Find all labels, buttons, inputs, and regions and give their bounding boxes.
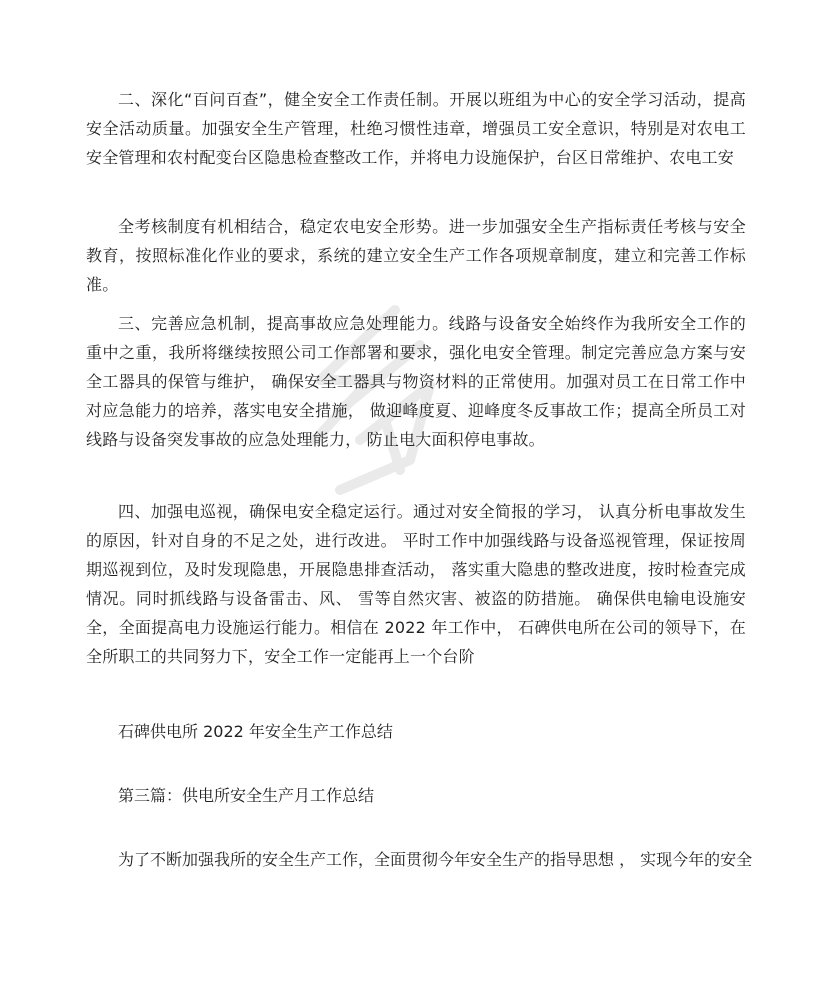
last-paragraph-line: 为了不断加强我所的安全生产工作，全面贯彻今年安全生产的指导思想 ， 实现今年的安全 bbox=[118, 850, 753, 869]
paragraph-2: 二、深化“百问百查”，健全安全工作责任制。开展以班组为中心的安全学习活动，提高安全活动质量。加强安全生产管理，杜绝习惯性违章，增强员工安全意识，特别是对农电工安全管理和农村配变台区隐患检查整改工作，并将电力设施保护，台区日常维护、农电工安 bbox=[86, 90, 746, 167]
paragraph-4: 四、加强电巡视，确保电安全稳定运行。通过对安全简报的学习， 认真分析电事故发生的原因，针对自身的不足之处，进行改进。 平时工作中加强线路与设备巡视管理，保证按周期巡视到位，及时发现隐患，开展隐患排查活动， 落实重大隐患的整改进度，按时检查完成情况。同时抓线路与设备雷击、风、 雪等自然灾害、被盗的防措施。 确保供电输电设施安全，全面提高电力设施运行能力。相信在 2022 年工作中， 石碑供电所在公司的领导下，在全所职工的共同努力下，安全工作一定能再上一个台阶 bbox=[86, 502, 746, 666]
document-title-line: 石碑供电所 2022 年安全生产工作总结 bbox=[118, 722, 393, 741]
section-heading: 第三篇：供电所安全生产月工作总结 bbox=[118, 786, 375, 805]
paragraph-2-continued: 全考核制度有机相结合，稳定农电安全形势。进一步加强安全生产指标责任考核与安全教育，按照标准化作业的要求，系统的建立安全生产工作各项规章制度，建立和完善工作标准。 bbox=[86, 217, 746, 294]
paragraph-3: 三、完善应急机制，提高事故应急处理能力。线路与设备安全始终作为我所安全工作的重中之重，我所将继续按照公司工作部署和要求，强化电安全管理。制定完善应急方案与安全工器具的保管与维护， 确保安全工器具与物资材料的正常使用。加强对员工在日常工作中对应急能力的培养，落实电安全措施， 做迎峰度夏、迎峰度冬反事故工作；提高全所员工对线路与设备突发事故的应急处理能力， 防止电大面积停电事故。 bbox=[86, 314, 746, 449]
